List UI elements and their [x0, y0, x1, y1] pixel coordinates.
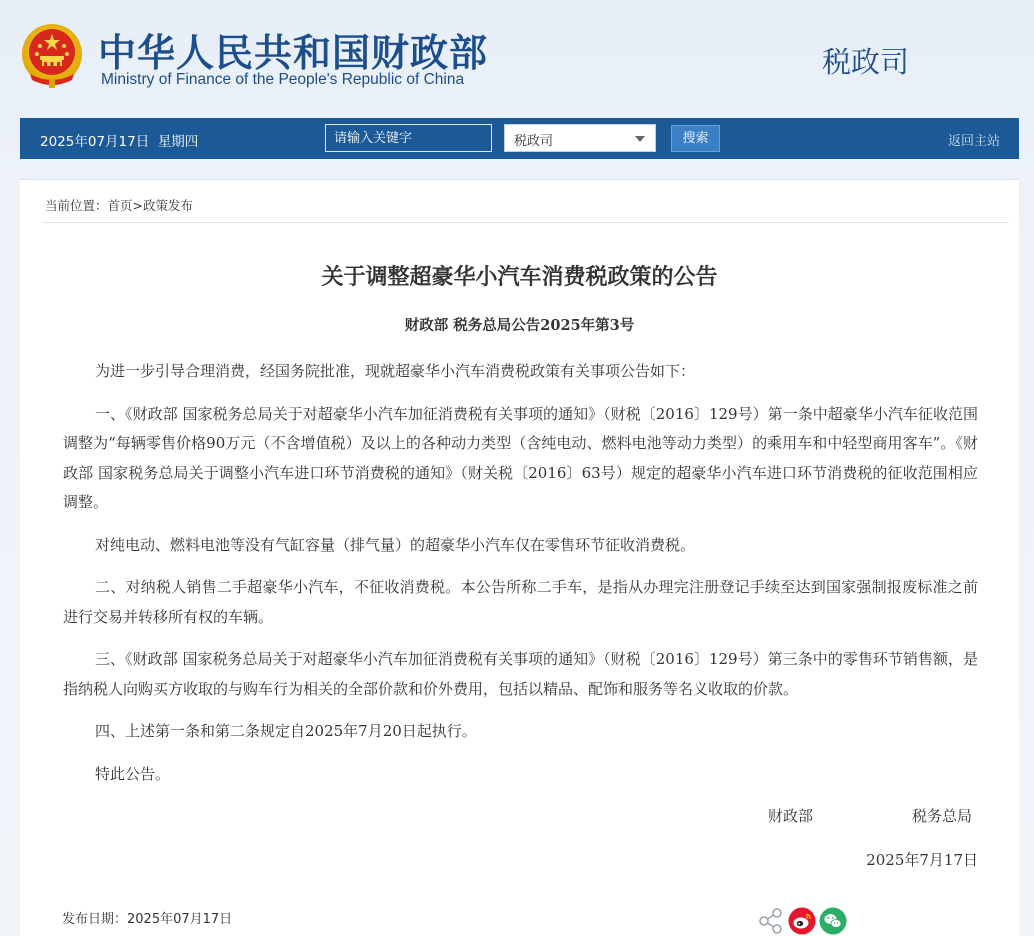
- article-paragraph: 三、《财政部 国家税务总局关于对超豪华小汽车加征消费税有关事项的通知》（财税〔2016〕129号）第三条中的零售环节销售额，是指纳税人向购买方收取的与购车行为相关的全部价款和价外费用，包括以精品、配饰和服务等名义收取的价款。: [63, 650, 978, 698]
- share-icon[interactable]: [757, 907, 785, 935]
- article-paragraph: 一、《财政部 国家税务总局关于对超豪华小汽车加征消费税有关事项的通知》（财税〔2016〕129号）第一条中超豪华小汽车征收范围调整为“每辆零售价格90万元（不含增值税）及以上的各种动力类型（含纯电动、燃料电池等动力类型）的乘用车和中轻型商用客车”。《财政部 国家税务总局关于调整小汽车进口环节消费税的通知》（财关税〔2016〕63号）规定的超豪华小汽车进口环节消费税的征收范围相应调整。: [63, 404, 978, 511]
- publish-date: 发布日期：2025年07月17日: [62, 912, 233, 927]
- breadcrumb-separator: >: [132, 198, 144, 213]
- signatory-tax-bureau: 税务总局: [912, 807, 973, 825]
- site-title-english: Ministry of Finance of the People's Republic of China: [101, 71, 465, 88]
- weibo-icon[interactable]: [788, 907, 816, 935]
- wechat-icon[interactable]: [819, 907, 847, 935]
- current-date: [40, 130, 198, 150]
- weekday-text: 星期四: [157, 134, 199, 150]
- return-home-link[interactable]: 返回主站: [947, 134, 1000, 149]
- top-nav-bar: [20, 118, 1019, 159]
- site-header: [0, 0, 1034, 118]
- article-body: [63, 357, 978, 802]
- article-panel: [20, 179, 1019, 936]
- site-title-chinese: 中华人民共和国财政部: [98, 31, 489, 75]
- search-button[interactable]: 搜索: [671, 125, 720, 152]
- divider: [42, 222, 1009, 223]
- article-title: 关于调整超豪华小汽车消费税政策的公告: [321, 265, 718, 290]
- scope-select-value: 税政司: [514, 134, 554, 149]
- national-emblem-icon: [20, 22, 84, 90]
- breadcrumb-current-link[interactable]: 政策发布: [143, 198, 194, 213]
- article-paragraph: 为进一步引导合理消费，经国务院批准，现就超豪华小汽车消费税政策有关事项公告如下：: [95, 362, 696, 380]
- article-paragraph: 特此公告。: [95, 764, 171, 783]
- breadcrumb: [45, 196, 193, 214]
- signatory-ministry: 财政部: [768, 807, 814, 825]
- breadcrumb-prefix: 当前位置：: [45, 198, 108, 213]
- department-name: 税政司: [822, 45, 910, 79]
- signature-date: 2025年7月17日: [866, 851, 978, 869]
- breadcrumb-home-link[interactable]: 首页: [107, 198, 133, 213]
- chevron-down-icon: [635, 136, 645, 142]
- article-paragraph: 对纯电动、燃料电池等没有气缸容量（排气量）的超豪华小汽车仅在零售环节征收消费税。: [95, 535, 696, 554]
- article-subtitle: 财政部 税务总局公告2025年第3号: [404, 317, 635, 334]
- article-paragraph: 四、上述第一条和第二条规定自2025年7月20日起执行。: [95, 722, 477, 740]
- date-text: 2025年07月17日: [40, 134, 150, 150]
- search-input[interactable]: [325, 124, 492, 152]
- scope-select[interactable]: [504, 124, 656, 152]
- article-paragraph: 二、对纳税人销售二手超豪华小汽车，不征收消费税。本公告所称二手车，是指从办理完注册登记手续至达到国家强制报废标准之前进行交易并转移所有权的车辆。: [63, 578, 978, 626]
